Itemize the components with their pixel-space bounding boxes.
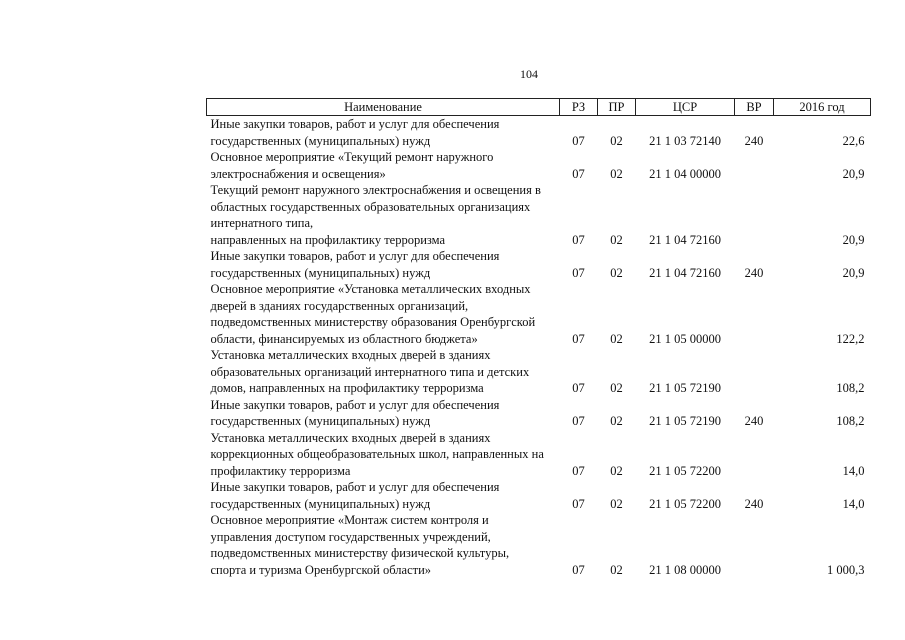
row-amount: 108,2	[836, 381, 865, 395]
row-name-line: Текущий ремонт наружного электроснабжения и освещения в	[210, 183, 541, 197]
row-name-line: коррекционных общеобразовательных школ, направленных на	[210, 447, 544, 461]
row-name-cell	[207, 149, 560, 182]
row-vr	[735, 512, 774, 578]
row-name-cell	[207, 248, 560, 281]
row-csr: 21 1 08 00000	[649, 562, 721, 577]
row-pr: 02	[610, 562, 623, 577]
row-rz: 07	[572, 232, 585, 247]
row-name-line: Установка металлических входных дверей в зданиях	[210, 348, 491, 362]
row-csr: 21 1 05 72190	[649, 381, 721, 395]
row-name-line: Иные закупки товаров, работ и услуг для обеспечения	[210, 249, 500, 263]
row-vr	[735, 182, 774, 248]
row-name-line: направленных на профилактику терроризма	[210, 232, 446, 247]
row-rz: 07	[572, 133, 585, 148]
row-name-line: областных государственных образовательных организациях интернатного типа,	[210, 199, 531, 230]
row-amount: 14,0	[842, 463, 865, 478]
row-name-cell	[207, 347, 560, 397]
row-amount: 22,6	[842, 133, 865, 148]
row-vr: 240	[744, 133, 764, 148]
row-name-cell	[207, 182, 560, 248]
row-name-line: государственных (муниципальных) нужд	[210, 265, 431, 280]
row-pr: 02	[610, 265, 623, 280]
row-csr: 21 1 04 72160	[649, 232, 721, 247]
table-body	[207, 116, 871, 579]
header-pr: ПР	[598, 99, 636, 116]
table-row	[207, 512, 871, 578]
row-name-line: профилактику терроризма	[210, 463, 351, 478]
row-amount: 108,2	[836, 414, 865, 428]
table-row	[207, 281, 871, 347]
row-vr	[735, 281, 774, 347]
row-vr: 240	[744, 496, 764, 511]
header-amount: 2016 год	[774, 99, 871, 116]
budget-table	[206, 98, 871, 578]
row-name-line: электроснабжения и освещения»	[210, 166, 386, 181]
row-rz: 07	[572, 331, 585, 346]
row-csr: 21 1 04 72160	[649, 265, 721, 280]
row-name-line: образовательных организаций интернатного типа и детских	[210, 364, 530, 379]
row-csr: 21 1 04 00000	[649, 166, 721, 181]
row-vr: 240	[744, 265, 764, 280]
row-csr: 21 1 05 72200	[649, 496, 721, 511]
header-rz: РЗ	[560, 99, 598, 116]
row-amount: 122,2	[836, 331, 865, 346]
row-pr: 02	[610, 133, 623, 148]
row-rz: 07	[572, 463, 585, 478]
row-name-cell	[207, 512, 560, 578]
row-csr: 21 1 05 72190	[649, 414, 721, 428]
row-pr: 02	[610, 496, 623, 511]
row-pr: 02	[610, 414, 623, 428]
row-csr: 21 1 05 72200	[649, 463, 721, 478]
row-name-line: Основное мероприятие «Монтаж систем контроля и	[210, 513, 489, 527]
row-pr: 02	[610, 463, 623, 478]
header-name: Наименование	[207, 99, 560, 116]
row-amount: 1 000,3	[827, 562, 865, 577]
row-name-line: подведомственных министерству образования Оренбургской	[210, 315, 536, 329]
table-row	[207, 479, 871, 512]
row-name-line: государственных (муниципальных) нужд	[210, 496, 431, 511]
row-name-line: Установка металлических входных дверей в зданиях	[210, 430, 491, 445]
header-vr: ВР	[735, 99, 774, 116]
row-name-cell	[207, 281, 560, 347]
row-name-line: Основное мероприятие «Текущий ремонт наружного	[210, 150, 494, 164]
table-header-row	[207, 99, 871, 116]
row-name-line: домов, направленных на профилактику терроризма	[210, 381, 484, 395]
row-name-line: дверей в зданиях государственных организаций,	[210, 298, 469, 313]
row-amount: 14,0	[842, 496, 865, 511]
row-rz: 07	[572, 414, 585, 428]
row-name-cell	[207, 116, 560, 150]
table-row	[207, 149, 871, 182]
table-row	[207, 397, 871, 430]
table-row	[207, 347, 871, 397]
table-row	[207, 182, 871, 248]
table-row	[207, 430, 871, 480]
row-name-cell	[207, 479, 560, 512]
row-name-line: Иные закупки товаров, работ и услуг для обеспечения	[210, 397, 500, 412]
row-csr: 21 1 03 72140	[649, 133, 721, 148]
row-pr: 02	[610, 381, 623, 395]
row-amount: 20,9	[842, 265, 865, 280]
row-amount: 20,9	[842, 232, 865, 247]
row-rz: 07	[572, 496, 585, 511]
row-name-line: Иные закупки товаров, работ и услуг для обеспечения	[210, 480, 500, 494]
row-rz: 07	[572, 381, 585, 395]
row-pr: 02	[610, 166, 623, 181]
row-csr: 21 1 05 00000	[649, 331, 721, 346]
row-vr	[735, 430, 774, 480]
row-name-cell	[207, 397, 560, 430]
row-name-line: Иные закупки товаров, работ и услуг для обеспечения	[210, 117, 500, 131]
header-csr: ЦСР	[636, 99, 735, 116]
row-pr: 02	[610, 232, 623, 247]
row-name-line: управления доступом государственных учреждений,	[210, 529, 491, 544]
row-name-line: государственных (муниципальных) нужд	[210, 414, 431, 428]
row-name-line: области, финансируемых из областного бюджета»	[210, 331, 478, 346]
row-rz: 07	[572, 562, 585, 577]
row-pr: 02	[610, 331, 623, 346]
table-row	[207, 248, 871, 281]
row-vr	[735, 347, 774, 397]
row-rz: 07	[572, 166, 585, 181]
row-name-line: Основное мероприятие «Установка металлических входных	[210, 282, 531, 296]
row-rz: 07	[572, 265, 585, 280]
row-name-line: государственных (муниципальных) нужд	[210, 133, 431, 148]
row-name-line: подведомственных министерству физической культуры,	[210, 546, 510, 560]
row-vr	[735, 149, 774, 182]
row-name-cell	[207, 430, 560, 480]
page-number: 104	[520, 67, 538, 81]
row-amount: 20,9	[842, 166, 865, 181]
row-vr: 240	[744, 414, 764, 428]
row-name-line: спорта и туризма Оренбургской области»	[210, 562, 432, 577]
table-row	[207, 116, 871, 150]
